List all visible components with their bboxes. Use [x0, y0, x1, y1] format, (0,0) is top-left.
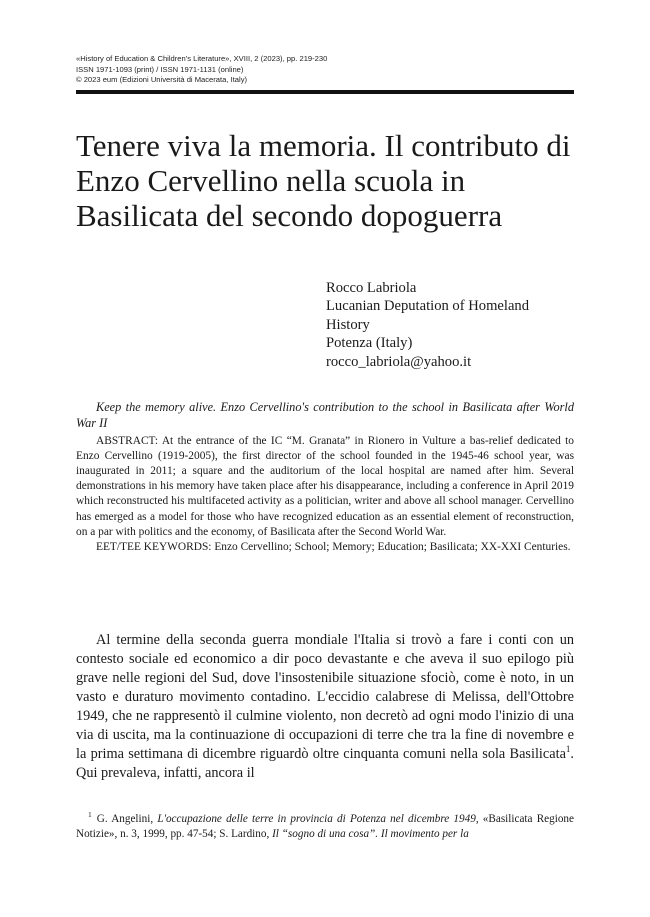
footnote-author: G. Angelini,: [96, 813, 158, 825]
footnote-title-2: Il “sogno di una cosa”. Il movimento per la: [272, 828, 469, 840]
footnote: [76, 812, 574, 842]
footnote-1: [76, 812, 574, 842]
issn-line: ISSN 1971-1093 (print) / ISSN 1971-1131 (online): [76, 64, 244, 74]
journal-citation: «History of Education & Children's Literature», XVIII, 2 (2023), pp. 219-230: [76, 54, 328, 63]
body-paragraph: [76, 631, 574, 783]
keywords: EET/TEE KEYWORDS: Enzo Cervellino; School; Memory; Education; Basilicata; XX-XXI Centuries.: [96, 541, 571, 554]
abstract-text: ABSTRACT: At the entrance of the IC “M. Granata” in Rionero in Vulture a bas-relief dedicated to Enzo Cervellino (1919-2005), the first director of the school founded in the 1945-46 school year, was inaugurated in 2011; a square and the auditorium of the local hospital are named after him. Several demonstrations in his memory have taken place after his disappearance, including a conference in April 2019 which reconstructed his multifaceted activity as a politician, writer and above all school manager. Cervellino has emerged as a model for those who have recognized education as an essential element of reconstruction, on a par with politics and the economy, of Basilicata after the Second World War.: [76, 434, 574, 538]
body-paragraph-text: Al termine della seconda guerra mondiale l'Italia si trovò a fare i conti con un contesto sociale ed economico a dir poco devastante e che aveva il suo epilogo più grave nelle regioni del Sud, dove l'insostenibile situazione sfociò, come è noto, in un vasto e duraturo movimento contadino. L'eccidio calabrese di Melissa, dell'Ottobre 1949, che ne rappresentò il culmine violento, non decretò ad ogni modo l'inizio di una via di uscita, ma la continuazione di occupazioni di terre che tra la fine di novembre e la prima settimana di dicembre riguardò oltre cinquanta comuni nella sola Basilicata: [76, 632, 574, 762]
author-location: Potenza (Italy): [326, 335, 413, 352]
footnote-citation: , «Basilicata Regione Notizie», n. 3, 1999, pp. 47-54; S. Lardino,: [76, 813, 574, 840]
footnote-title-1: L'occupazione delle terre in provincia di Potenza nel dicembre 1949: [157, 813, 476, 825]
author-name: Rocco Labriola: [326, 280, 417, 296]
journal-header: [76, 54, 576, 86]
copyright-line: © 2023 eum (Edizioni Università di Macerata, Italy): [76, 75, 248, 85]
author-email[interactable]: rocco_labriola@yahoo.it: [326, 353, 472, 370]
english-title: Keep the memory alive. Enzo Cervellino's contribution to the school in Basilicata after World War II: [76, 400, 574, 430]
author-block: [326, 279, 576, 371]
body-paragraph-tail: . Qui prevaleva, infatti, ancora il: [76, 746, 574, 781]
article-title: Tenere viva la memoria. Il contributo di Enzo Cervellino nella scuola in Basilicata del secondo dopoguerra: [76, 128, 571, 233]
abstract-section: [76, 400, 574, 555]
body-text: [76, 631, 574, 783]
author-affiliation: Lucanian Deputation of Homeland: [326, 298, 530, 315]
footnote-number: 1: [88, 810, 92, 820]
footnote-reference[interactable]: 1: [565, 744, 571, 755]
header-rule: [76, 90, 574, 94]
author-affiliation-cont: History: [326, 316, 370, 333]
